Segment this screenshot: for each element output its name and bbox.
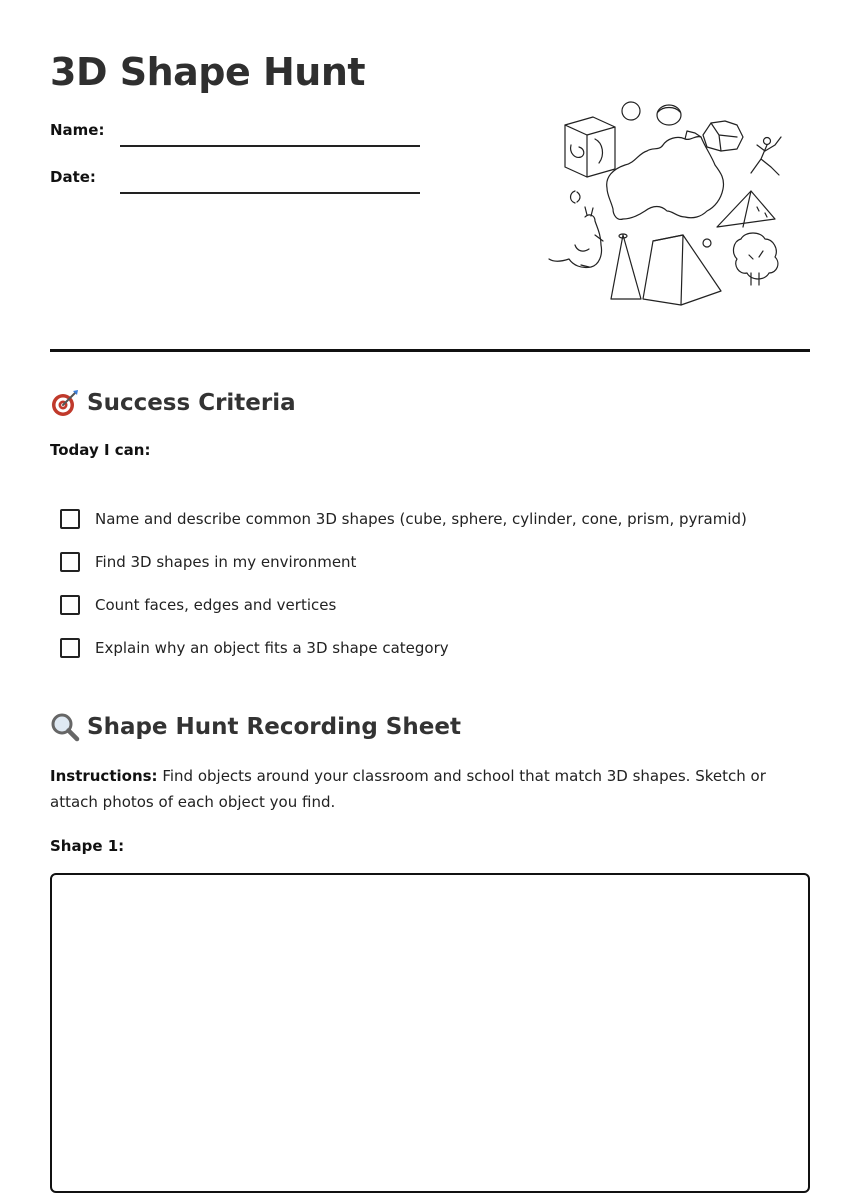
criteria-checkbox[interactable] <box>60 552 80 572</box>
magnifier-icon <box>50 712 80 742</box>
pyramid-icon <box>717 191 775 227</box>
success-criteria-title: Success Criteria <box>87 390 296 416</box>
page-title: 3D Shape Hunt <box>50 50 366 94</box>
date-field[interactable] <box>50 168 420 186</box>
criteria-item[interactable] <box>60 593 747 617</box>
kangaroo-icon <box>549 207 603 268</box>
shape-1-label: Shape 1: <box>50 837 125 855</box>
sphere-icon <box>622 102 640 120</box>
criteria-item[interactable] <box>60 636 747 660</box>
australia-map-outline <box>607 137 724 220</box>
criteria-text: Find 3D shapes in my environment <box>95 553 357 571</box>
cone-icon <box>611 234 641 299</box>
instructions-paragraph <box>50 763 810 815</box>
instructions-text: Find objects around your classroom and school that match 3D shapes. Sketch or attach photos of each object you find. <box>50 767 766 811</box>
tree-icon <box>734 233 778 285</box>
success-criteria-heading <box>50 388 296 418</box>
date-label: Date: <box>50 168 96 186</box>
criteria-checkbox[interactable] <box>60 595 80 615</box>
recording-sheet-title: Shape Hunt Recording Sheet <box>87 714 461 740</box>
name-line[interactable] <box>120 145 420 147</box>
criteria-checkbox[interactable] <box>60 638 80 658</box>
stick-figure-icon <box>751 137 781 175</box>
shape-1-sketch-area[interactable] <box>50 873 810 1193</box>
rock-icon <box>703 121 743 151</box>
criteria-checkbox[interactable] <box>60 509 80 529</box>
instructions-label: Instructions: <box>50 767 158 785</box>
recording-sheet-heading <box>50 712 461 742</box>
criteria-text: Name and describe common 3D shapes (cube, sphere, cylinder, cone, prism, pyramid) <box>95 510 747 528</box>
name-label: Name: <box>50 121 105 139</box>
criteria-item[interactable] <box>60 550 747 574</box>
name-field[interactable] <box>50 121 420 139</box>
tent-pyramid-icon <box>643 235 721 305</box>
cube-icon <box>565 117 615 177</box>
criteria-text: Explain why an object fits a 3D shape category <box>95 639 449 657</box>
shapes-illustration <box>545 95 795 310</box>
small-shape-icon <box>571 191 581 203</box>
criteria-text: Count faces, edges and vertices <box>95 596 337 614</box>
fruit-icon <box>657 105 681 125</box>
date-line[interactable] <box>120 192 420 194</box>
header-divider <box>50 349 810 352</box>
dot-icon <box>703 239 711 247</box>
criteria-item[interactable] <box>60 507 747 531</box>
criteria-checklist <box>60 507 747 679</box>
target-icon <box>50 388 80 418</box>
today-i-can-label: Today I can: <box>50 441 151 459</box>
